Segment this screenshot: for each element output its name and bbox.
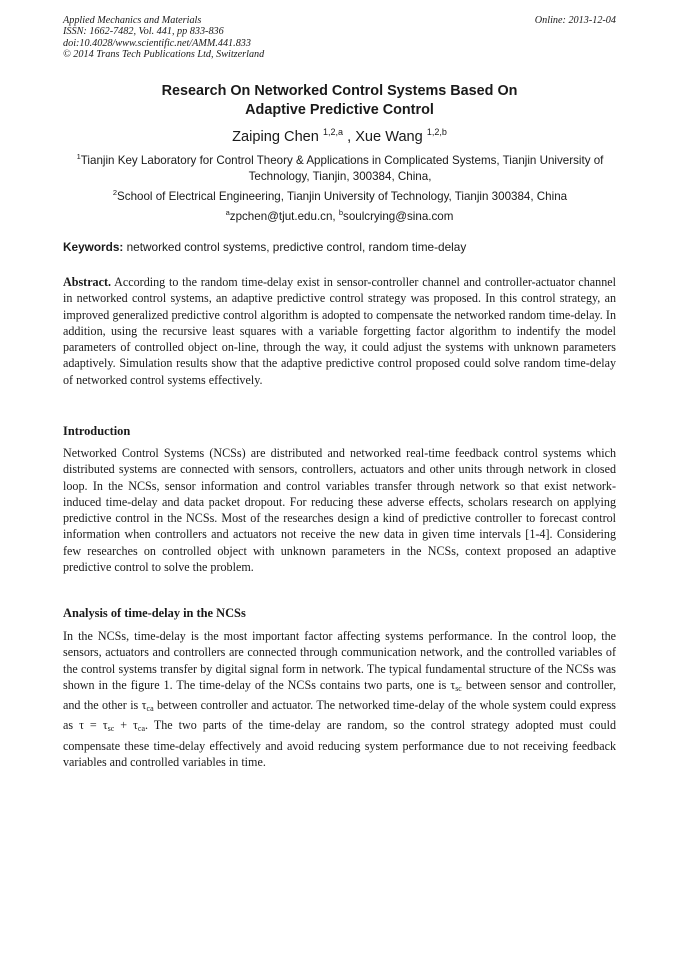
author-1-affil: 1,2,a: [322, 127, 344, 137]
author-2-affil: 1,2,b: [426, 127, 447, 137]
paper-title: [63, 82, 616, 120]
introduction-paragraph: Networked Control Systems (NCSs) are distributed and networked real-time feedback control systems which distributed systems are connected with sensors, controllers, actuators and other units through network in closed loop. In the NCSs, sensor information and control variables transfer through network so that exist network-induced time-delay and data packet dropout. For reducing these adverse effects, scholars research on applying predictive control in the NCSs. Most of the researches design a kind of predictive controller to forecast control information when controllers and actuators not receive the new data in given time intervals [1-4]. Considering few researches on controlled object with unknown parameters in the NCSs, context proposed an adaptive predictive control to solve the problem.: [63, 446, 616, 575]
author-1-name: Zaiping Chen: [232, 129, 319, 145]
equation-plus: +: [114, 718, 134, 733]
tau-sc-subscript: sc: [455, 683, 462, 693]
tau-total-symbol: τ: [79, 718, 84, 733]
eq-tau-sc-symbol: τ: [102, 718, 108, 733]
email-b[interactable]: soulcrying@sina.com: [343, 210, 454, 223]
equation-equals: =: [83, 718, 103, 733]
analysis-text-3: between controller and actuator. The networked time-delay of the whole system could express as: [63, 698, 616, 733]
journal-name: Applied Mechanics and Materials: [63, 15, 202, 26]
abstract-text: According to the random time-delay exist in sensor-controller channel and controller-actuator channel in networked control systems, an adaptive predictive control strategy was proposed. In this control strategy, an improved generalized predictive control algorithm is adopted to compensate the networked random time-delay. In addition, using the recursive least squares with a variable forgetting factor algorithm to indentify the model parameters of controlled object on-line, through the way, it could adjust the systems with unknown parameters adaptively. Simulation results show that the adaptive predictive control proposed could solve random time-delay of networked control systems effectively.: [63, 275, 616, 387]
eq-tau-ca-subscript: ca: [137, 724, 146, 734]
affiliation-1-text: Tianjin Key Laboratory for Control Theory & Applications in Complicated Systems, Tianjin University of Technology, Tianjin, 300384, China,: [80, 154, 604, 183]
affiliation-2-mark: 2: [112, 188, 118, 197]
analysis-paragraph: [63, 628, 616, 770]
copyright-line: © 2014 Trans Tech Publications Ltd, Switzerland: [63, 49, 265, 61]
keywords-text: networked control systems, predictive control, random time-delay: [123, 240, 467, 254]
affiliation-2-text: School of Electrical Engineering, Tianjin University of Technology, Tianjin 300384, China: [117, 190, 568, 203]
analysis-text-2: between sensor and controller, and the other is: [63, 677, 616, 713]
email-a[interactable]: zpchen@tjut.edu.cn,: [229, 210, 339, 223]
eq-tau-sc-subscript: sc: [107, 724, 115, 734]
affiliation-2: [70, 185, 610, 205]
abstract: [63, 274, 616, 388]
tau-ca-subscript: ca: [146, 704, 154, 714]
analysis-text-4: . The two parts of the time-delay are random, so the control strategy adopted must could compensate these time-delay effectively and avoid reducing system performance due to not receiving feedback variables and controlled variables in time.: [63, 718, 616, 770]
author-emails: [63, 205, 616, 225]
analysis-heading: Analysis of time-delay in the NCSs: [63, 606, 246, 620]
doi-line[interactable]: doi:10.4028/www.scientific.net/AMM.441.833: [63, 37, 251, 49]
email-b-mark: b: [338, 208, 344, 217]
author-2-name: Xue Wang: [355, 129, 423, 145]
tau-sc-symbol: τ: [450, 677, 456, 692]
email-a-mark: a: [225, 208, 230, 217]
introduction-heading: Introduction: [63, 424, 131, 438]
author-list: [63, 122, 616, 147]
eq-tau-ca-symbol: τ: [133, 718, 138, 733]
title-line-2: Adaptive Predictive Control: [245, 102, 434, 118]
issn-line: ISSN: 1662-7482, Vol. 441, pp 833-836: [63, 26, 224, 38]
affiliation-1: [70, 149, 610, 185]
keywords-label: Keywords:: [63, 240, 124, 254]
online-date: Online: 2013-12-04: [534, 15, 616, 26]
abstract-label: Abstract.: [63, 275, 112, 289]
tau-ca-symbol: τ: [141, 698, 147, 713]
author-separator: ,: [343, 129, 356, 145]
affiliation-1-mark: 1: [76, 152, 81, 161]
analysis-text-1: In the NCSs, time-delay is the most important factor affecting systems performance. In the control loop, the sensors, actuators and controllers are connected through communication network, and the controlled variables of the control systems transfer by digital signal form in network. The typical fundamental structure of the NCSs was shown in the figure 1. The time-delay of the NCSs contains two parts, one is: [63, 629, 616, 692]
keywords: [63, 239, 616, 255]
title-line-1: Research On Networked Control Systems Based On: [161, 83, 518, 99]
journal-header: [63, 15, 616, 61]
